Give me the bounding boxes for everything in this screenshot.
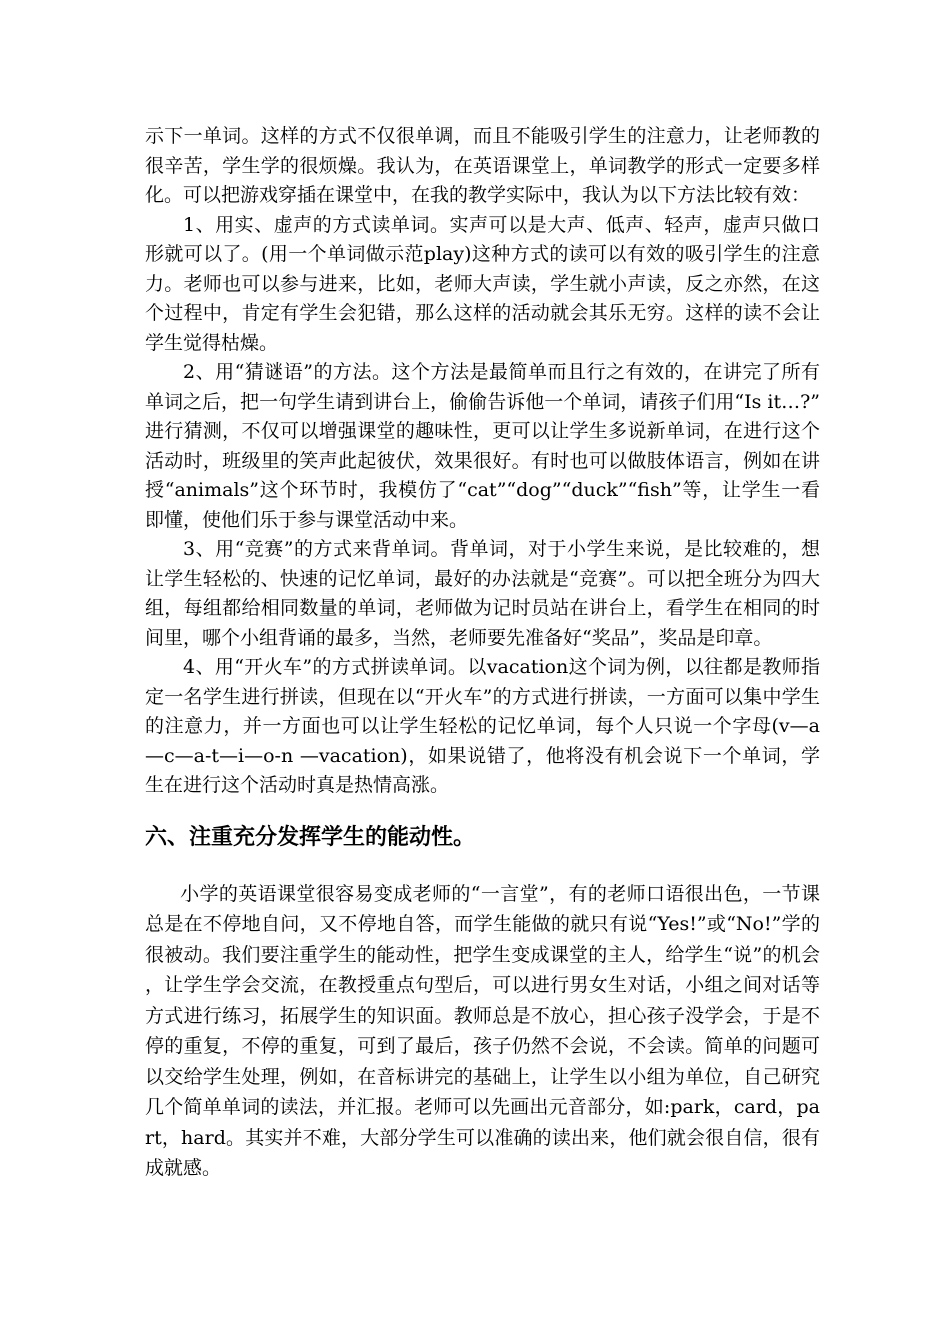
section-paragraph: 小学的英语课堂很容易变成老师的“一言堂”，有的老师口语很出色，一节课总是在不停地自问，又不停地自答，而学生能做的就只有说“Yes!”或“No!”学的很被动。我们要注重学生的能动性，把学生变成课堂的主人，给学生“说”的机会，让学生学会交流，在教授重点句型后，可以进行男女生对话，小组之间对话等方式进行练习，拓展学生的知识面。教师总是不放心，担心孩子没学会，于是不停的重复，不停的重复，可到了最后，孩子仍然不会说，不会读。简单的问题可以交给学生处理，例如，在音标讲完的基础上，让学生以小组为单位，自己研究几个简单单词的读法，并汇报。老师可以先画出元音部分，如:park，card，part，hard。其实并不难，大部分学生可以准确的读出来，他们就会很自信，很有成就感。	[145, 882, 820, 1179]
method-item-1: 1、用实、虚声的方式读单词。实声可以是大声、低声、轻声，虚声只做口形就可以了。(用一个单词做示范play)这种方式的读可以有效的吸引学生的注意力。老师也可以参与进来，比如，老师大声读，学生就小声读，反之亦然，在这个过程中，肯定有学生会犯错，那么这样的活动就会其乐无穷。这样的读不会让学生觉得枯燥。	[145, 213, 820, 354]
method-item-2: 2、用“猜谜语”的方法。这个方法是最简单而且行之有效的，在讲完了所有单词之后，把一句学生请到讲台上，偷偷告诉他一个单词，请孩子们用“Is it…?”进行猜测，不仅可以增强课堂的趣味性，更可以让学生多说新单词，在进行这个活动时，班级里的笑声此起彼伏，效果很好。有时也可以做肢体语言，例如在讲授“animals”这个环节时，我模仿了“cat”“dog”“duck”“fish”等，让学生一看即懂，使他们乐于参与课堂活动中来。	[145, 361, 820, 531]
intro-paragraph: 示下一单词。这样的方式不仅很单调，而且不能吸引学生的注意力，让老师教的很辛苦，学生学的很烦燥。我认为，在英语课堂上，单词教学的形式一定要多样化。可以把游戏穿插在课堂中，在我的教学实际中，我认为以下方法比较有效：	[145, 125, 820, 206]
document-page	[145, 122, 820, 1184]
section-heading: 六、注重充分发挥学生的能动性。	[145, 824, 476, 850]
method-item-3: 3、用“竞赛”的方式来背单词。背单词，对于小学生来说，是比较难的，想让学生轻松的、快速的记忆单词，最好的办法就是“竞赛”。可以把全班分为四大组，每组都给相同数量的单词，老师做为记时员站在讲台上，看学生在相同的时间里，哪个小组背诵的最多，当然，老师要先准备好“奖品”，奖品是印章。	[145, 538, 820, 649]
method-item-4: 4、用“开火车”的方式拼读单词。以vacation这个词为例，以往都是教师指定一名学生进行拼读，但现在以“开火车”的方式进行拼读，一方面可以集中学生的注意力，并一方面也可以让学生轻松的记忆单词，每个人只说一个字母(v—a—c—a-t—i—o-n —vacation)，如果说错了，他将没有机会说下一个单词，学生在进行这个活动时真是热情高涨。	[145, 656, 820, 796]
